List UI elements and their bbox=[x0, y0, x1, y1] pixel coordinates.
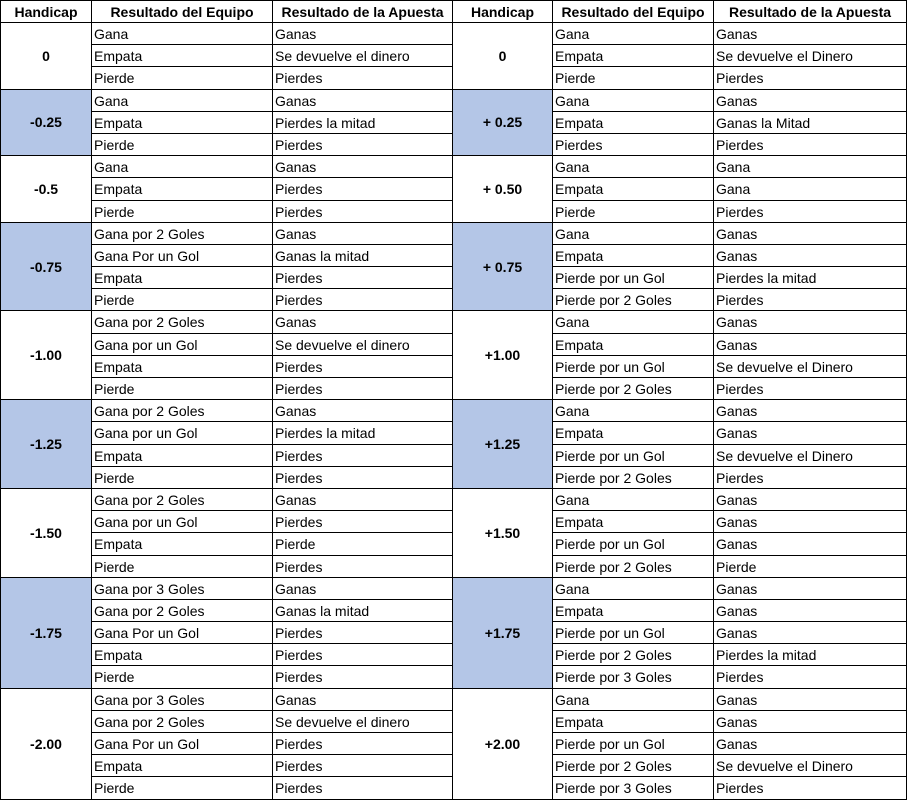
handicap-value: -1.25 bbox=[0, 400, 92, 489]
header-bet-result: Resultado de la Apuesta bbox=[273, 0, 453, 23]
header-handicap: Handicap bbox=[453, 0, 553, 23]
bet-result-cell: Ganas bbox=[714, 334, 907, 356]
team-result-cell: Gana Por un Gol bbox=[92, 622, 273, 644]
header-handicap: Handicap bbox=[0, 0, 92, 23]
bet-result-cell: Ganas la mitad bbox=[273, 600, 453, 622]
bet-result-cell: Se devuelve el Dinero bbox=[714, 445, 907, 467]
team-result-cell: Empata bbox=[92, 178, 273, 200]
team-result-cell: Gana por 2 Goles bbox=[92, 400, 273, 422]
bet-result-cell: Se devuelve el Dinero bbox=[714, 45, 907, 67]
bet-result-cell: Se devuelve el dinero bbox=[273, 334, 453, 356]
team-result-cell: Gana bbox=[553, 689, 714, 711]
bet-result-cell: Pierdes bbox=[273, 733, 453, 755]
team-result-cell: Pierde por 3 Goles bbox=[553, 777, 714, 799]
team-result-cell: Pierde bbox=[553, 67, 714, 89]
bet-result-cell: Pierdes bbox=[273, 556, 453, 578]
team-result-cell: Pierde por un Gol bbox=[553, 267, 714, 289]
bet-result-cell: Ganas bbox=[273, 489, 453, 511]
bet-result-cell: Se devuelve el dinero bbox=[273, 45, 453, 67]
team-result-cell: Pierde por 2 Goles bbox=[553, 755, 714, 777]
bet-result-cell: Pierdes bbox=[273, 755, 453, 777]
bet-result-cell: Gana bbox=[714, 156, 907, 178]
team-result-cell: Pierde por un Gol bbox=[553, 533, 714, 555]
bet-result-cell: Pierdes bbox=[273, 622, 453, 644]
handicap-value: +1.00 bbox=[453, 311, 553, 400]
handicap-value: 0 bbox=[453, 23, 553, 90]
bet-result-cell: Pierdes la mitad bbox=[714, 644, 907, 666]
bet-result-cell: Ganas bbox=[714, 533, 907, 555]
team-result-cell: Pierde por un Gol bbox=[553, 733, 714, 755]
bet-result-cell: Pierdes bbox=[273, 666, 453, 688]
team-result-cell: Gana por 2 Goles bbox=[92, 311, 273, 333]
bet-result-cell: Pierdes bbox=[714, 467, 907, 489]
team-result-cell: Pierde por un Gol bbox=[553, 445, 714, 467]
team-result-cell: Empata bbox=[553, 511, 714, 533]
bet-result-cell: Ganas la Mitad bbox=[714, 112, 907, 134]
bet-result-cell: Pierdes la mitad bbox=[273, 112, 453, 134]
handicap-value: -1.00 bbox=[0, 311, 92, 400]
team-result-cell: Pierde por 2 Goles bbox=[553, 556, 714, 578]
team-result-cell: Gana Por un Gol bbox=[92, 733, 273, 755]
handicap-value: +1.25 bbox=[453, 400, 553, 489]
team-result-cell: Gana bbox=[553, 23, 714, 45]
team-result-cell: Gana bbox=[553, 578, 714, 600]
team-result-cell: Empata bbox=[553, 45, 714, 67]
handicap-value: -0.5 bbox=[0, 156, 92, 223]
team-result-cell: Gana bbox=[92, 23, 273, 45]
team-result-cell: Pierde por 2 Goles bbox=[553, 378, 714, 400]
team-result-cell: Gana por 2 Goles bbox=[92, 223, 273, 245]
bet-result-cell: Ganas bbox=[714, 511, 907, 533]
bet-result-cell: Pierde bbox=[714, 556, 907, 578]
bet-result-cell: Ganas la mitad bbox=[273, 245, 453, 267]
bet-result-cell: Ganas bbox=[714, 245, 907, 267]
bet-result-cell: Ganas bbox=[273, 400, 453, 422]
bet-result-cell: Ganas bbox=[273, 90, 453, 112]
team-result-cell: Gana por un Gol bbox=[92, 422, 273, 444]
bet-result-cell: Ganas bbox=[714, 422, 907, 444]
header-bet-result: Resultado de la Apuesta bbox=[714, 0, 907, 23]
team-result-cell: Gana Por un Gol bbox=[92, 245, 273, 267]
bet-result-cell: Pierdes bbox=[273, 178, 453, 200]
handicap-value: + 0.50 bbox=[453, 156, 553, 223]
team-result-cell: Gana por 3 Goles bbox=[92, 689, 273, 711]
bet-result-cell: Pierdes bbox=[714, 134, 907, 156]
team-result-cell: Pierde por 2 Goles bbox=[553, 467, 714, 489]
bet-result-cell: Ganas bbox=[714, 90, 907, 112]
team-result-cell: Pierde bbox=[92, 134, 273, 156]
handicap-value: -1.75 bbox=[0, 578, 92, 689]
bet-result-cell: Gana bbox=[714, 178, 907, 200]
team-result-cell: Pierde bbox=[92, 666, 273, 688]
bet-result-cell: Se devuelve el Dinero bbox=[714, 356, 907, 378]
header-team-result: Resultado del Equipo bbox=[92, 0, 273, 23]
team-result-cell: Gana por un Gol bbox=[92, 511, 273, 533]
bet-result-cell: Ganas bbox=[273, 223, 453, 245]
team-result-cell: Pierde bbox=[92, 201, 273, 223]
handicap-value: +2.00 bbox=[453, 689, 553, 800]
bet-result-cell: Ganas bbox=[714, 400, 907, 422]
team-result-cell: Pierde por 2 Goles bbox=[553, 644, 714, 666]
team-result-cell: Gana bbox=[92, 90, 273, 112]
team-result-cell: Pierde bbox=[92, 378, 273, 400]
handicap-value: + 0.75 bbox=[453, 223, 553, 312]
bet-result-cell: Pierdes bbox=[273, 267, 453, 289]
bet-result-cell: Pierdes bbox=[714, 67, 907, 89]
bet-result-cell: Pierdes bbox=[273, 644, 453, 666]
positive-handicap-table bbox=[453, 0, 907, 800]
bet-result-cell: Ganas bbox=[714, 689, 907, 711]
bet-result-cell: Se devuelve el dinero bbox=[273, 711, 453, 733]
team-result-cell: Empata bbox=[92, 755, 273, 777]
handicap-value: 0 bbox=[0, 23, 92, 90]
bet-result-cell: Ganas bbox=[714, 23, 907, 45]
bet-result-cell: Ganas bbox=[714, 223, 907, 245]
team-result-cell: Pierdes bbox=[553, 134, 714, 156]
handicap-value: + 0.25 bbox=[453, 90, 553, 157]
bet-result-cell: Pierdes bbox=[714, 201, 907, 223]
bet-result-cell: Pierdes bbox=[714, 666, 907, 688]
team-result-cell: Empata bbox=[92, 533, 273, 555]
team-result-cell: Pierde por 3 Goles bbox=[553, 666, 714, 688]
team-result-cell: Pierde bbox=[92, 289, 273, 311]
team-result-cell: Gana por 2 Goles bbox=[92, 489, 273, 511]
bet-result-cell: Pierdes bbox=[273, 445, 453, 467]
bet-result-cell: Ganas bbox=[273, 689, 453, 711]
team-result-cell: Empata bbox=[92, 644, 273, 666]
bet-result-cell: Ganas bbox=[714, 578, 907, 600]
team-result-cell: Empata bbox=[553, 245, 714, 267]
team-result-cell: Empata bbox=[553, 178, 714, 200]
bet-result-cell: Pierdes bbox=[273, 378, 453, 400]
team-result-cell: Gana bbox=[553, 223, 714, 245]
bet-result-cell: Ganas bbox=[714, 311, 907, 333]
team-result-cell: Pierde bbox=[92, 467, 273, 489]
team-result-cell: Gana por 3 Goles bbox=[92, 578, 273, 600]
team-result-cell: Gana bbox=[553, 489, 714, 511]
team-result-cell: Pierde por un Gol bbox=[553, 622, 714, 644]
handicap-value: -0.25 bbox=[0, 90, 92, 157]
bet-result-cell: Pierdes bbox=[273, 467, 453, 489]
negative-handicap-table bbox=[0, 0, 453, 800]
team-result-cell: Gana bbox=[553, 90, 714, 112]
bet-result-cell: Ganas bbox=[273, 578, 453, 600]
bet-result-cell: Ganas bbox=[714, 489, 907, 511]
team-result-cell: Empata bbox=[92, 445, 273, 467]
team-result-cell: Pierde bbox=[553, 201, 714, 223]
bet-result-cell: Pierdes bbox=[273, 201, 453, 223]
bet-result-cell: Ganas bbox=[714, 711, 907, 733]
bet-result-cell: Pierdes bbox=[714, 289, 907, 311]
bet-result-cell: Pierdes la mitad bbox=[273, 422, 453, 444]
team-result-cell: Pierde bbox=[92, 67, 273, 89]
bet-result-cell: Ganas bbox=[714, 622, 907, 644]
handicap-value: -0.75 bbox=[0, 223, 92, 312]
team-result-cell: Gana bbox=[92, 156, 273, 178]
team-result-cell: Gana bbox=[553, 156, 714, 178]
bet-result-cell: Pierdes bbox=[273, 777, 453, 799]
team-result-cell: Empata bbox=[553, 334, 714, 356]
handicap-value: +1.50 bbox=[453, 489, 553, 578]
handicap-value: -2.00 bbox=[0, 689, 92, 800]
team-result-cell: Empata bbox=[92, 45, 273, 67]
bet-result-cell: Ganas bbox=[273, 23, 453, 45]
team-result-cell: Gana bbox=[553, 311, 714, 333]
bet-result-cell: Se devuelve el Dinero bbox=[714, 755, 907, 777]
bet-result-cell: Pierdes bbox=[273, 67, 453, 89]
bet-result-cell: Ganas bbox=[273, 156, 453, 178]
handicap-value: +1.75 bbox=[453, 578, 553, 689]
bet-result-cell: Pierdes bbox=[273, 289, 453, 311]
bet-result-cell: Ganas bbox=[714, 733, 907, 755]
bet-result-cell: Pierdes bbox=[714, 378, 907, 400]
team-result-cell: Empata bbox=[92, 112, 273, 134]
bet-result-cell: Pierdes bbox=[273, 134, 453, 156]
header-team-result: Resultado del Equipo bbox=[553, 0, 714, 23]
team-result-cell: Empata bbox=[553, 711, 714, 733]
team-result-cell: Pierde bbox=[92, 556, 273, 578]
bet-result-cell: Pierdes bbox=[273, 356, 453, 378]
team-result-cell: Empata bbox=[553, 112, 714, 134]
team-result-cell: Pierde por un Gol bbox=[553, 356, 714, 378]
bet-result-cell: Ganas bbox=[714, 600, 907, 622]
team-result-cell: Gana por 2 Goles bbox=[92, 600, 273, 622]
bet-result-cell: Ganas bbox=[273, 311, 453, 333]
team-result-cell: Empata bbox=[92, 267, 273, 289]
team-result-cell: Gana por un Gol bbox=[92, 334, 273, 356]
bet-result-cell: Pierdes la mitad bbox=[714, 267, 907, 289]
team-result-cell: Empata bbox=[553, 600, 714, 622]
bet-result-cell: Pierdes bbox=[273, 511, 453, 533]
team-result-cell: Gana bbox=[553, 400, 714, 422]
team-result-cell: Empata bbox=[553, 422, 714, 444]
team-result-cell: Pierde bbox=[92, 777, 273, 799]
team-result-cell: Gana por 2 Goles bbox=[92, 711, 273, 733]
handicap-value: -1.50 bbox=[0, 489, 92, 578]
bet-result-cell: Pierde bbox=[273, 533, 453, 555]
bet-result-cell: Pierdes bbox=[714, 777, 907, 799]
team-result-cell: Empata bbox=[92, 356, 273, 378]
team-result-cell: Pierde por 2 Goles bbox=[553, 289, 714, 311]
